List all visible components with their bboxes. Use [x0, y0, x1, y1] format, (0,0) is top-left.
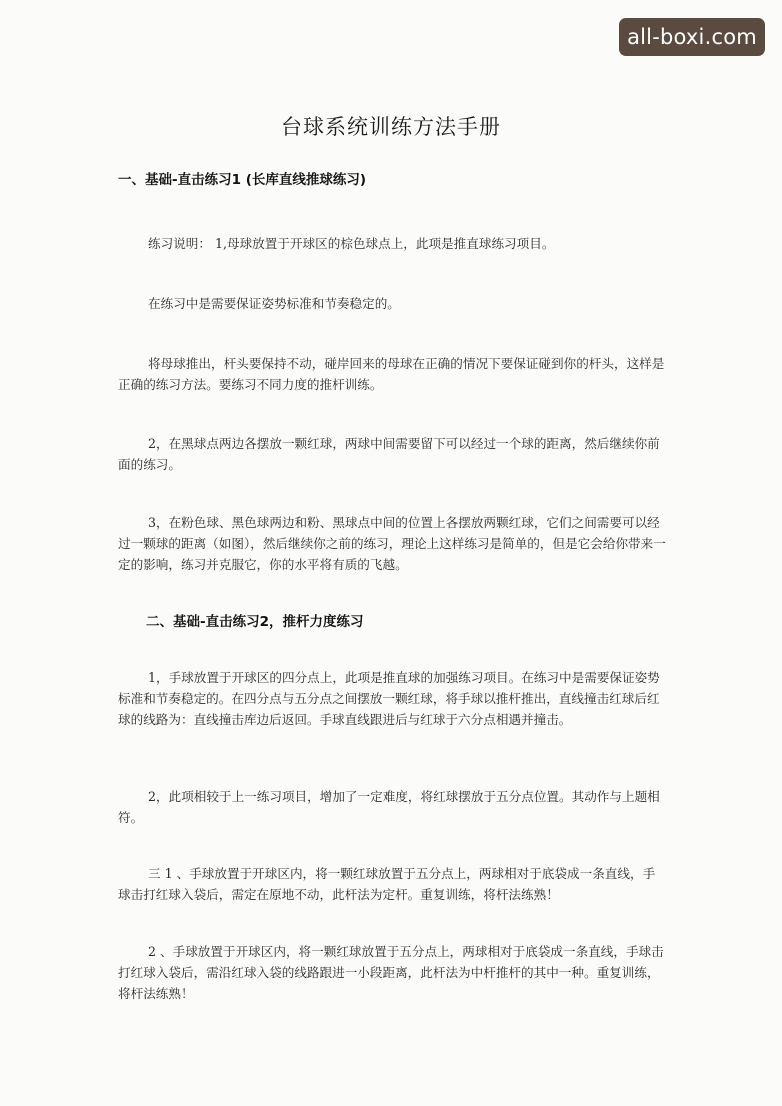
section-1-heading: 一、基础-直击练习1 (长库直线推球练习)	[118, 172, 367, 188]
section-1-paragraph: 在练习中是需要保证姿势标准和节奏稳定的。	[148, 296, 400, 311]
section-2-paragraph: 1，手球放置于开球区的四分点上，此项是推直球的加强练习项目。在练习中是需要保证姿势标准和节奏稳定的。在四分点与五分点之间摆放一颗红球，将手球以推杆推出，直线撞击红球后红球的线路为：直线撞击库边后返回。手球直线跟进后与红球于六分点相遇并撞击。	[118, 670, 660, 727]
section-1-paragraph: 2，在黑球点两边各摆放一颗红球，两球中间需要留下可以经过一个球的距离，然后继续你前面的练习。	[118, 436, 660, 472]
section-1-paragraph: 将母球推出，杆头要保持不动，碰岸回来的母球在正确的情况下要保证碰到你的杆头，这样是正确的练习方法。要练习不同力度的推杆训练。	[118, 356, 665, 392]
document-title: 台球系统训练方法手册	[281, 115, 501, 139]
section-2-heading: 二、基础-直击练习2，推杆力度练习	[146, 614, 364, 630]
section-1-paragraph: 3，在粉色球、黑色球两边和粉、黑球点中间的位置上各摆放两颗红球，它们之间需要可以经过一颗球的距离（如图），然后继续你之前的练习，理论上这样练习是简单的，但是它会给你带来一定的影响，练习并克服它，你的水平将有质的飞越。	[118, 515, 666, 572]
section-3-paragraph: 2 、手球放置于开球区内，将一颗红球放置于五分点上，两球相对于底袋成一条直线，手球击打红球入袋后，需沿红球入袋的线路跟进一小段距离，此杆法为中杆推杆的其中一种。重复训练，将杆法练熟！	[118, 944, 664, 1001]
section-3-paragraph: 三 1 、手球放置于开球区内，将一颗红球放置于五分点上，两球相对于底袋成一条直线，手球击打红球入袋后，需定在原地不动，此杆法为定杆。重复训练，将杆法练熟！	[118, 866, 656, 902]
section-2-paragraph: 2，此项相较于上一练习项目，增加了一定难度，将红球摆放于五分点位置。其动作与上题相符。	[118, 789, 660, 825]
watermark-badge: all-boxi.com	[619, 18, 765, 56]
section-1-paragraph: 练习说明： 1,母球放置于开球区的棕色球点上，此项是推直球练习项目。	[148, 236, 555, 251]
